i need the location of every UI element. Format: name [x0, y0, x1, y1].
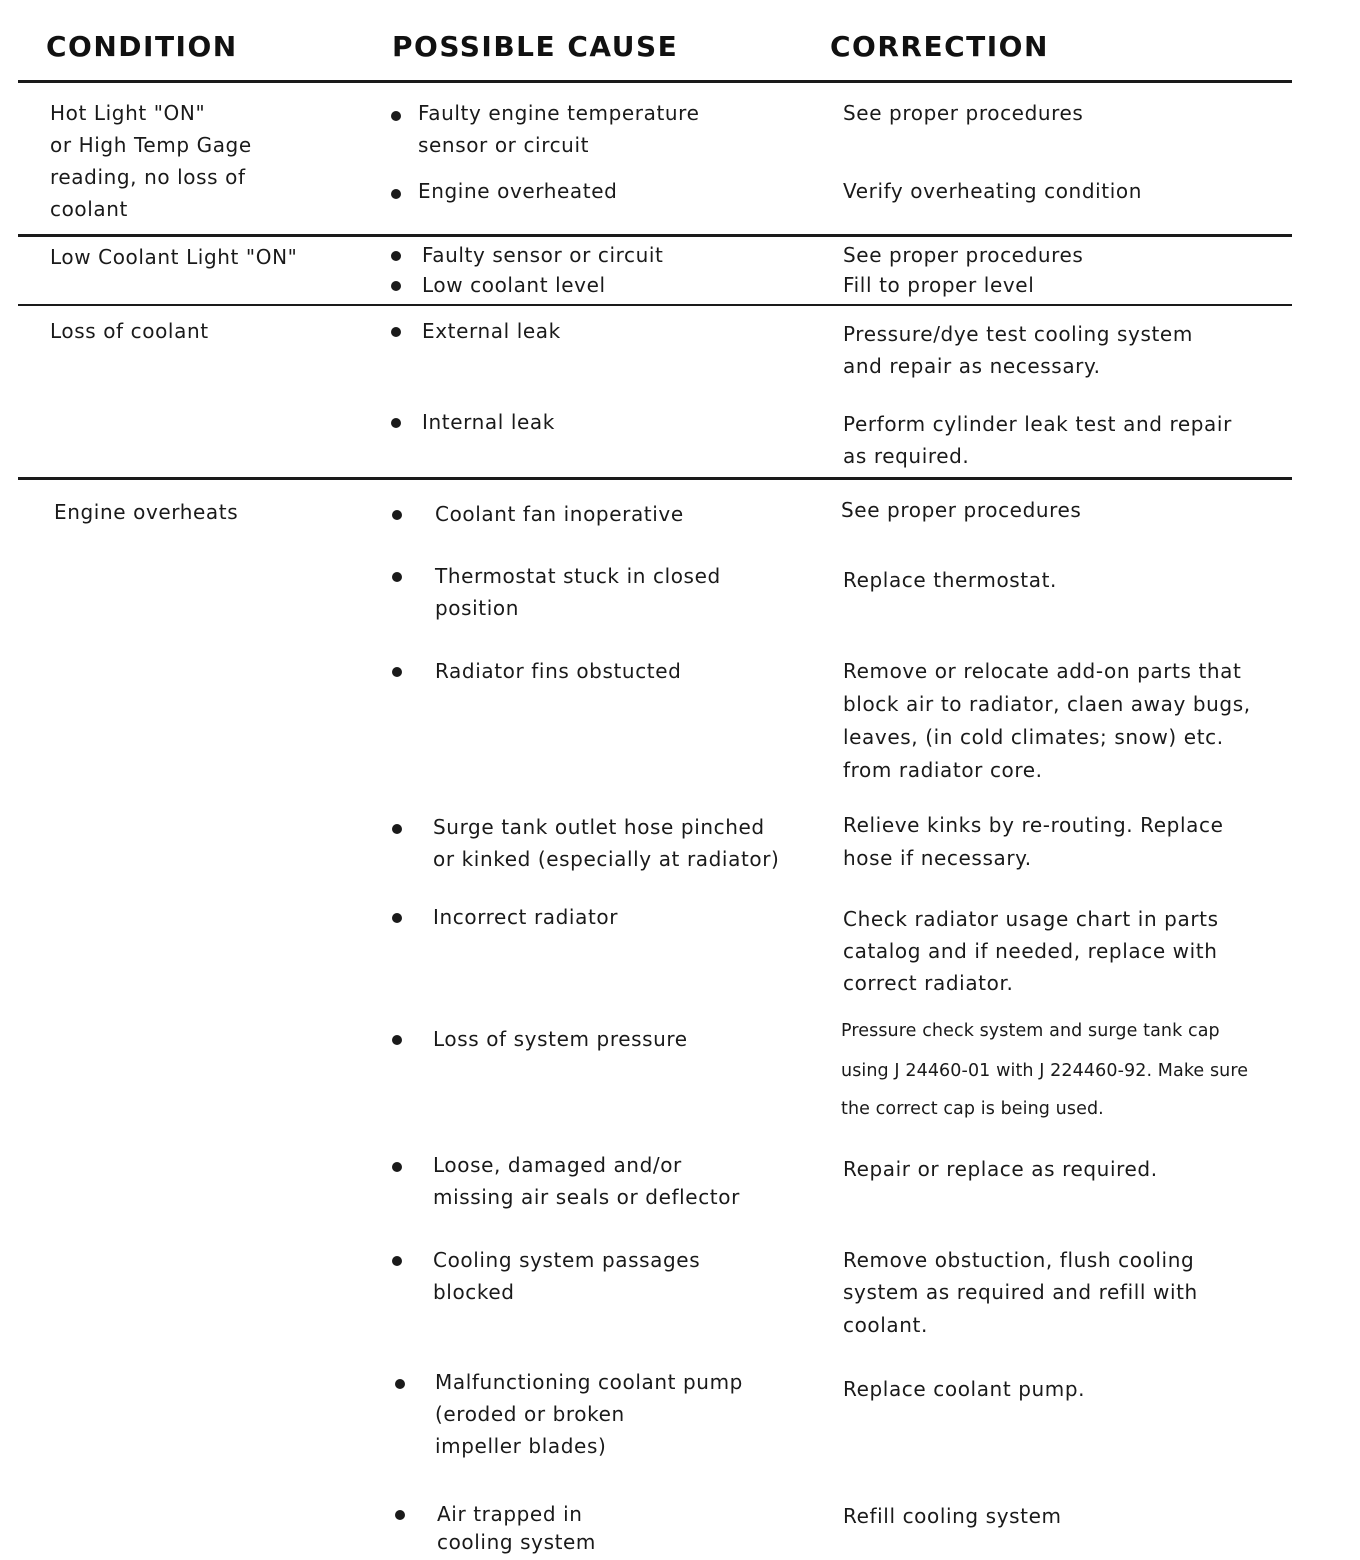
correction-text: Pressure check system and surge tank cap	[841, 1021, 1220, 1041]
condition-text: Low Coolant Light "ON"	[50, 245, 298, 269]
cause-text: (eroded or broken	[435, 1402, 625, 1426]
correction-text: Remove obstuction, flush cooling	[843, 1248, 1195, 1272]
correction-text: and repair as necessary.	[843, 354, 1101, 378]
header-divider	[18, 80, 1292, 83]
bullet-icon	[391, 281, 401, 291]
cause-text: Engine overheated	[418, 179, 618, 203]
correction-text: See proper procedures	[841, 498, 1082, 522]
cause-text: Loss of system pressure	[433, 1027, 688, 1051]
correction-text: Replace thermostat.	[843, 568, 1057, 592]
bullet-icon	[392, 510, 402, 520]
correction-text: coolant.	[843, 1313, 928, 1337]
correction-text: Refill cooling system	[843, 1504, 1062, 1528]
correction-text: catalog and if needed, replace with	[843, 939, 1218, 963]
correction-text: See proper procedures	[843, 101, 1084, 125]
correction-text: See proper procedures	[843, 243, 1084, 267]
bullet-icon	[392, 1162, 402, 1172]
bullet-icon	[391, 418, 401, 428]
cause-text: Internal leak	[422, 410, 555, 434]
correction-text: Replace coolant pump.	[843, 1377, 1086, 1401]
row-divider	[18, 304, 1292, 306]
cause-text: Malfunctioning coolant pump	[435, 1370, 743, 1394]
row-divider	[18, 234, 1292, 237]
bullet-icon	[391, 189, 401, 199]
condition-text: Engine overheats	[54, 500, 239, 524]
correction-text: Relieve kinks by re-routing. Replace	[843, 813, 1224, 837]
bullet-icon	[391, 111, 401, 121]
correction-text: leaves, (in cold climates; snow) etc.	[843, 725, 1224, 749]
correction-text: Verify overheating condition	[843, 179, 1142, 203]
cause-text: impeller blades)	[435, 1434, 607, 1458]
bullet-icon	[392, 572, 402, 582]
correction-text: Repair or replace as required.	[843, 1157, 1158, 1181]
correction-text: system as required and refill with	[843, 1280, 1198, 1304]
cause-text: Faulty engine temperature	[418, 101, 700, 125]
row-divider	[18, 477, 1292, 480]
correction-text: using J 24460-01 with J 224460-92. Make sure	[841, 1061, 1249, 1081]
correction-text: block air to radiator, claen away bugs,	[843, 692, 1251, 716]
correction-text: correct radiator.	[843, 971, 1014, 995]
correction-text: as required.	[843, 444, 970, 468]
condition-text: reading, no loss of	[50, 165, 246, 189]
header-possible-cause: POSSIBLE CAUSE	[392, 30, 679, 63]
condition-text: coolant	[50, 197, 128, 221]
header-correction: CORRECTION	[830, 30, 1049, 63]
bullet-icon	[395, 1379, 405, 1389]
cause-text: External leak	[422, 319, 561, 343]
header-condition: CONDITION	[46, 30, 238, 63]
cause-text: Radiator fins obstucted	[435, 659, 682, 683]
cause-text: Thermostat stuck in closed	[435, 564, 721, 588]
cause-text: missing air seals or deflector	[433, 1185, 740, 1209]
correction-text: hose if necessary.	[843, 846, 1032, 870]
cause-text: sensor or circuit	[418, 133, 590, 157]
bullet-icon	[395, 1510, 405, 1520]
correction-text: Check radiator usage chart in parts	[843, 907, 1219, 931]
condition-text: or High Temp Gage	[50, 133, 252, 157]
bullet-icon	[391, 251, 401, 261]
cause-text: Cooling system passages	[433, 1248, 701, 1272]
condition-text: Hot Light "ON"	[50, 101, 206, 125]
correction-text: Remove or relocate add-on parts that	[843, 659, 1242, 683]
correction-text: from radiator core.	[843, 758, 1043, 782]
bullet-icon	[392, 667, 402, 677]
correction-text: Fill to proper level	[843, 273, 1035, 297]
cause-text: Faulty sensor or circuit	[422, 243, 664, 267]
bullet-icon	[392, 913, 402, 923]
condition-text: Loss of coolant	[50, 319, 209, 343]
cause-text: Loose, damaged and/or	[433, 1153, 682, 1177]
correction-text: Pressure/dye test cooling system	[843, 322, 1193, 346]
correction-text: Perform cylinder leak test and repair	[843, 412, 1232, 436]
correction-text: the correct cap is being used.	[841, 1099, 1104, 1119]
bullet-icon	[392, 1035, 402, 1045]
cause-text: Air trapped in	[437, 1502, 583, 1526]
cause-text: Low coolant level	[422, 273, 606, 297]
cause-text: blocked	[433, 1280, 515, 1304]
cause-text: Surge tank outlet hose pinched	[433, 815, 765, 839]
cause-text: or kinked (especially at radiator)	[433, 847, 780, 871]
cause-text: Coolant fan inoperative	[435, 502, 684, 526]
cause-text: position	[435, 596, 520, 620]
bullet-icon	[391, 327, 401, 337]
cause-text: cooling system	[437, 1530, 597, 1554]
bullet-icon	[392, 824, 402, 834]
cause-text: Incorrect radiator	[433, 905, 619, 929]
bullet-icon	[392, 1256, 402, 1266]
